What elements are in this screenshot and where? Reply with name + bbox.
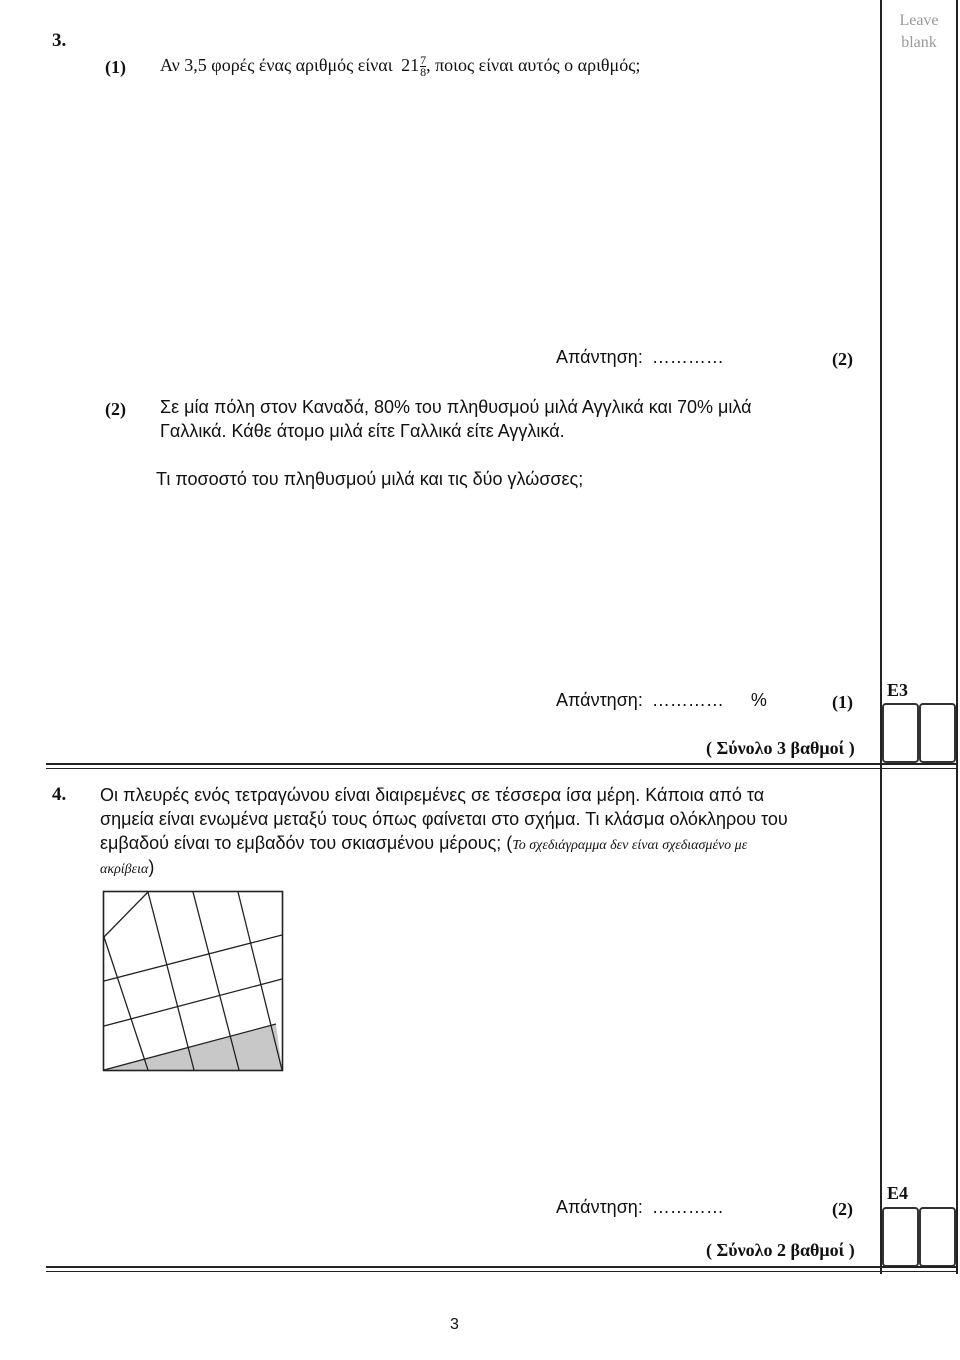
q3-part1-text	[160, 55, 640, 78]
q3-part2-marks: (1)	[832, 692, 853, 712]
q3-total: ( Σύνολο 3 βαθμοί )	[706, 738, 855, 758]
e4-mark-box-right[interactable]	[919, 1207, 956, 1267]
right-border-line	[956, 0, 958, 1274]
q3-part2-line1: Σε μία πόλη στον Καναδά, 80% του πληθυσμού μιλά Αγγλικά και 70% μιλά	[160, 397, 752, 417]
e4-box-label: E4	[887, 1183, 909, 1203]
answer-dots[interactable]: …………	[651, 347, 724, 367]
q4-note-italic: Το σχεδιάγραμμα δεν είναι σχεδιασμένο με	[512, 838, 748, 853]
grid-line-v2	[148, 892, 194, 1070]
q4-total: ( Σύνολο 2 βαθμοί )	[706, 1240, 855, 1260]
q3-part2-label: (2)	[105, 399, 126, 419]
question-3-number: 3.	[52, 30, 67, 51]
bottom-divider	[46, 1266, 958, 1268]
q4-marks: (2)	[832, 1199, 853, 1219]
q4-text-line1: Οι πλευρές ενός τετραγώνου είναι διαιρεμένες σε τέσσερα ίσα μέρη. Κάποια από τα	[100, 785, 765, 805]
grid-line-h1	[104, 892, 148, 937]
leave-blank-label: Leave blank	[899, 12, 939, 51]
section-divider	[46, 763, 958, 765]
q4-note-italic-end: ακρίβεια	[100, 862, 149, 877]
e3-mark-box-right[interactable]	[919, 703, 956, 763]
q4-text-line3	[100, 833, 747, 854]
q3-part2-line2: Γαλλικά. Κάθε άτομο μιλά είτε Γαλλικά είτε Αγγλικά.	[160, 421, 565, 441]
mixed-number-whole: 21	[401, 55, 420, 75]
q4-text-line4	[100, 857, 154, 878]
answer-label: Απάντηση:	[556, 1197, 643, 1217]
question-4-number: 4.	[52, 784, 67, 805]
q3-part1-marks: (2)	[832, 349, 853, 369]
page-number: 3	[450, 1316, 459, 1333]
q3-part2-question: Τι ποσοστό του πληθυσμού μιλά και τις δύο γλώσσες;	[156, 469, 584, 489]
q3-part1-text-after: , ποιος είναι αυτός ο αριθμός;	[426, 55, 641, 75]
grid-line-h2	[104, 935, 282, 981]
section-divider-thin	[46, 768, 958, 769]
answer-label: Απάντηση:	[556, 347, 643, 367]
square-grid-figure	[102, 890, 286, 1074]
mixed-number-fraction: $\frac{7}{8}$	[420, 53, 427, 80]
q4-text-line2: σημεία είναι ενωμένα μεταξύ τους όπως φαίνεται στο σχήμα. Τι κλάσμα ολόκληρου του	[100, 809, 788, 829]
margin-divider-line	[880, 0, 882, 1274]
grid-line-v5	[104, 937, 148, 1070]
answer-dots[interactable]: …………	[651, 1197, 724, 1217]
q3-part1-answer	[556, 347, 724, 368]
q3-part2-answer	[556, 690, 767, 711]
q4-line3-main: εμβαδού είναι το εμβαδόν του σκιασμένου μέρους; (	[100, 833, 513, 853]
bottom-divider-thin	[46, 1271, 958, 1272]
percent-sign: %	[750, 690, 767, 710]
q4-note-close: )	[148, 857, 155, 877]
e3-mark-box-left[interactable]	[882, 703, 919, 763]
answer-label: Απάντηση:	[556, 690, 643, 710]
q3-part1-text-before: Αν 3,5 φορές ένας αριθμός είναι	[160, 55, 393, 75]
q3-part1-label: (1)	[105, 57, 126, 77]
answer-dots[interactable]: …………	[651, 690, 724, 710]
e3-box-label: E3	[887, 680, 909, 700]
e4-mark-box-left[interactable]	[882, 1207, 919, 1267]
q4-answer	[556, 1197, 724, 1218]
